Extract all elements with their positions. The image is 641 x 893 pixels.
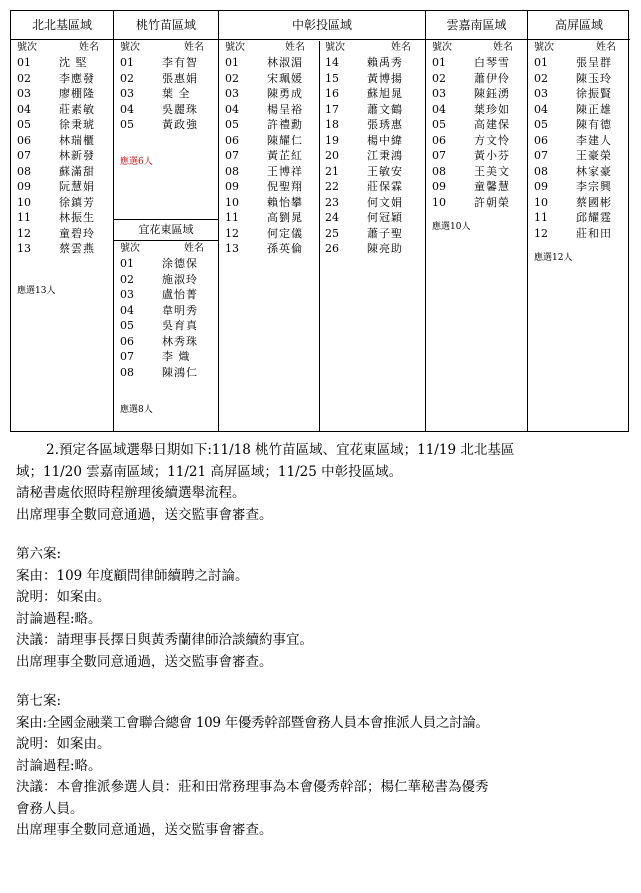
- member-number: 05: [225, 118, 239, 131]
- member-number: 06: [225, 133, 239, 147]
- member-name: 蘇滿甜: [59, 164, 95, 178]
- case6-resolve: 決議：請理事長擇日與黃秀蘭律師洽談續約事宜。: [16, 632, 313, 648]
- member-name: 陳玉玲: [576, 71, 612, 85]
- member-name: 阮慧娟: [59, 180, 95, 193]
- member-row: [528, 133, 630, 149]
- member-number: 03: [17, 87, 31, 100]
- member-name: 李有智: [162, 56, 198, 69]
- member-number: 21: [325, 164, 339, 178]
- member-name: 李 熾: [162, 350, 191, 363]
- member-name: 陳亮助: [367, 242, 403, 255]
- member-number: 08: [120, 365, 134, 379]
- member-number: 02: [225, 71, 239, 85]
- member-row: [219, 210, 319, 226]
- member-number: 22: [325, 180, 339, 193]
- header-name: 姓名: [596, 42, 616, 53]
- secretariat-line: 請秘書處依照時程辦理後續選舉流程。: [16, 485, 246, 501]
- header-no: 號次: [120, 42, 140, 53]
- member-row: [114, 117, 218, 133]
- member-number: 08: [225, 164, 239, 178]
- member-name: 李建人: [576, 133, 612, 147]
- member-number: 11: [534, 211, 548, 224]
- member-number: 19: [325, 133, 339, 147]
- member-row: [114, 71, 218, 87]
- region-col-taozhumiao: [114, 11, 219, 431]
- member-row: [528, 55, 630, 71]
- member-row: [114, 303, 218, 319]
- member-row: [219, 117, 319, 133]
- member-name: 蕭子聖: [367, 226, 403, 240]
- member-row: [319, 241, 425, 257]
- member-row: [11, 210, 113, 226]
- member-name: 沈 堅: [59, 56, 88, 69]
- case6-pass: 出席理事全數同意通過，送交監事會審查。: [16, 653, 273, 670]
- member-name: 何文娟: [367, 195, 403, 209]
- member-name: 葉 全: [162, 87, 191, 100]
- member-number: 07: [225, 149, 239, 162]
- case6-title: 第六案:: [16, 546, 62, 562]
- member-row: [11, 226, 113, 242]
- quota-note: 應選12人: [534, 253, 573, 263]
- member-name: 江秉鴻: [367, 149, 403, 162]
- member-number: 11: [17, 211, 31, 224]
- member-row: [11, 117, 113, 133]
- schedule-line-cont: 域；11/20 雲嘉南區域；11/21 高屏區域；11/25 中彰投區域。: [16, 463, 403, 480]
- member-number: 05: [432, 118, 446, 131]
- member-row: [319, 55, 425, 71]
- member-row: [11, 148, 113, 164]
- member-list: [114, 41, 218, 133]
- member-name: 賴怡攀: [267, 195, 303, 209]
- member-name: 許禮勳: [267, 118, 303, 131]
- header-name: 姓名: [493, 42, 513, 53]
- member-row: [528, 210, 630, 226]
- member-name: 陳正雄: [576, 102, 612, 116]
- candidate-table: [10, 10, 629, 432]
- member-number: 18: [325, 118, 339, 131]
- member-name: 高建保: [474, 118, 510, 131]
- member-number: 04: [432, 102, 446, 116]
- member-number: 03: [432, 87, 446, 100]
- member-row: [11, 241, 113, 257]
- member-list: [114, 241, 218, 380]
- member-name: 邱耀霆: [576, 211, 612, 224]
- minutes-body: [16, 440, 631, 842]
- member-name: 高劉晁: [267, 211, 303, 224]
- list-header: [11, 41, 113, 55]
- member-row: [219, 133, 319, 149]
- member-row: [219, 164, 319, 180]
- member-name: 吳麗珠: [162, 102, 198, 116]
- member-row: [319, 164, 425, 180]
- region-title: 雲嘉南區域: [426, 11, 527, 40]
- member-name: 賴禹秀: [367, 56, 403, 69]
- header-name: 姓名: [184, 243, 204, 254]
- member-name: 林淑湄: [267, 56, 303, 69]
- member-name: 陳有德: [576, 118, 612, 131]
- member-number: 07: [534, 149, 548, 162]
- member-number: 12: [17, 226, 31, 240]
- member-number: 10: [225, 195, 239, 209]
- member-row: [114, 334, 218, 350]
- member-name: 楊呈裕: [267, 102, 303, 116]
- member-name: 莊素敏: [59, 102, 95, 116]
- member-number: 08: [432, 164, 446, 178]
- member-number: 11: [225, 211, 239, 224]
- member-name: 葉珍如: [474, 102, 510, 116]
- member-number: 09: [432, 180, 446, 193]
- member-row: [219, 86, 319, 102]
- member-row: [219, 71, 319, 87]
- list-header: [114, 41, 218, 55]
- member-name: 張惠娟: [162, 71, 198, 85]
- member-number: 03: [225, 87, 239, 100]
- member-name: 陳鴻仁: [162, 365, 198, 379]
- member-name: 蕭文鶴: [367, 102, 403, 116]
- header-no: 號次: [432, 42, 452, 53]
- member-name: 黃芷紅: [267, 149, 303, 162]
- member-number: 04: [225, 102, 239, 116]
- member-row: [11, 164, 113, 180]
- member-number: 07: [432, 149, 446, 162]
- region-col-beibeiji: [11, 11, 114, 431]
- member-number: 05: [17, 118, 31, 131]
- region-block-yihuadong: [114, 219, 218, 380]
- member-row: [114, 86, 218, 102]
- member-name: 韋明秀: [162, 303, 198, 317]
- member-number: 09: [17, 180, 31, 193]
- member-name: 宋珮媛: [267, 71, 303, 85]
- member-name: 陳鈺湧: [474, 87, 510, 100]
- member-number: 02: [17, 71, 31, 85]
- member-row: [219, 55, 319, 71]
- member-list: [11, 41, 113, 257]
- header-no: 號次: [17, 42, 37, 53]
- member-name: 林振生: [59, 211, 95, 224]
- member-name: 蕭伊伶: [474, 71, 510, 85]
- header-name: 姓名: [391, 42, 411, 53]
- list-header: [219, 41, 319, 55]
- member-number: 25: [325, 226, 339, 240]
- member-name: 陳勇成: [267, 87, 303, 100]
- member-number: 24: [325, 211, 339, 224]
- member-row: [426, 179, 527, 195]
- case7-pass: 出席理事全數同意通過，送交監事會審查。: [16, 822, 273, 838]
- member-row: [426, 148, 527, 164]
- member-number: 01: [120, 257, 134, 270]
- header-no: 號次: [325, 42, 345, 53]
- list-header: [528, 41, 630, 55]
- member-row: [219, 102, 319, 118]
- member-name: 黃博揚: [367, 71, 403, 85]
- member-number: 12: [534, 226, 548, 240]
- member-name: 莊和田: [576, 226, 612, 240]
- header-no: 號次: [534, 42, 554, 53]
- quota-note: 應選10人: [432, 222, 471, 232]
- member-row: [114, 349, 218, 365]
- member-number: 03: [120, 288, 134, 301]
- member-number: 08: [534, 164, 548, 178]
- member-row: [319, 210, 425, 226]
- member-row: [528, 195, 630, 211]
- member-row: [528, 71, 630, 87]
- member-row: [319, 86, 425, 102]
- member-number: 23: [325, 195, 339, 209]
- member-number: 02: [120, 272, 134, 286]
- member-name: 黃小芬: [474, 149, 510, 162]
- region-title: 桃竹苗區域: [114, 11, 218, 40]
- member-name: 陳耀仁: [267, 133, 303, 147]
- list-header: [114, 242, 218, 256]
- member-number: 04: [120, 303, 134, 317]
- schedule-line: 2.預定各區域選舉日期如下:11/18 桃竹苗區域、宜花東區域；11/19 北北基區: [46, 442, 515, 458]
- member-name: 童碧玲: [59, 226, 95, 240]
- member-number: 08: [17, 164, 31, 178]
- member-number: 09: [534, 180, 548, 193]
- member-list: [219, 41, 320, 431]
- member-row: [319, 179, 425, 195]
- member-name: 李宗興: [576, 180, 612, 193]
- member-row: [219, 148, 319, 164]
- region-col-gaoping: [528, 11, 630, 431]
- member-name: 童馨慧: [474, 180, 510, 193]
- case7-reason: 案由:全國金融業工會聯合總會 109 年優秀幹部暨會務人員本會推派人員之討論。: [16, 714, 489, 731]
- member-row: [319, 117, 425, 133]
- member-row: [319, 102, 425, 118]
- member-number: 05: [120, 319, 134, 332]
- member-row: [319, 195, 425, 211]
- member-number: 04: [120, 102, 134, 116]
- header-no: 號次: [120, 243, 140, 254]
- member-number: 14: [325, 56, 339, 69]
- list-header: [319, 41, 425, 55]
- member-number: 02: [432, 71, 446, 85]
- header-name: 姓名: [79, 42, 99, 53]
- case6-explain: 說明：如案由。: [16, 589, 111, 605]
- member-name: 王豪榮: [576, 149, 612, 162]
- region-col-yunjianan: [426, 11, 528, 431]
- region-title: 高屏區域: [528, 11, 630, 40]
- case7-title: 第七案:: [16, 693, 62, 709]
- member-name: 吳育真: [162, 319, 198, 332]
- case7-resolve-cont: 會務人員。: [16, 800, 84, 817]
- member-name: 張琇惠: [367, 118, 403, 131]
- member-row: [319, 148, 425, 164]
- member-name: 白琴雪: [474, 56, 510, 69]
- member-name: 廖棚隆: [59, 87, 95, 100]
- region-title: 中彰投區域: [219, 11, 425, 40]
- member-row: [11, 55, 113, 71]
- case7-process: 討論過程:略。: [16, 757, 102, 774]
- member-name: 張呈群: [576, 56, 612, 69]
- case6-process: 討論過程:略。: [16, 610, 102, 627]
- member-row: [114, 256, 218, 272]
- member-name: 蘇旭晁: [367, 87, 403, 100]
- member-number: 26: [325, 242, 339, 255]
- case7-resolve: 決議：本會推派參選人員：莊和田常務理事為本會優秀幹部；楊仁華秘書為優秀: [16, 779, 489, 795]
- member-number: 12: [225, 226, 239, 240]
- member-row: [114, 287, 218, 303]
- member-row: [528, 148, 630, 164]
- member-number: 01: [120, 56, 134, 69]
- member-row: [528, 86, 630, 102]
- list-header: [426, 41, 527, 55]
- member-number: 02: [120, 71, 134, 85]
- member-name: 林秀珠: [162, 334, 198, 348]
- member-number: 13: [17, 242, 31, 255]
- member-name: 何定儀: [267, 226, 303, 240]
- member-name: 方文怜: [474, 133, 510, 147]
- member-number: 03: [534, 87, 548, 100]
- member-number: 06: [17, 133, 31, 147]
- member-number: 16: [325, 87, 339, 100]
- member-number: 10: [534, 195, 548, 209]
- member-row: [319, 133, 425, 149]
- member-number: 04: [534, 102, 548, 116]
- member-row: [426, 195, 527, 211]
- member-name: 林家豪: [576, 164, 612, 178]
- member-row: [426, 102, 527, 118]
- member-row: [11, 195, 113, 211]
- member-list: [319, 41, 425, 257]
- member-row: [528, 117, 630, 133]
- member-number: 01: [432, 56, 446, 69]
- member-row: [528, 226, 630, 242]
- member-number: 04: [17, 102, 31, 116]
- quota-note: 應選8人: [120, 405, 153, 415]
- header-name: 姓名: [285, 42, 305, 53]
- member-number: 01: [534, 56, 548, 69]
- region-title: 宜花東區域: [114, 219, 218, 241]
- case6-reason: 案由：109 年度顧問律師續聘之討論。: [16, 567, 249, 584]
- member-name: 李應發: [59, 71, 95, 85]
- member-name: 施淑玲: [162, 272, 198, 286]
- member-number: 10: [17, 195, 31, 209]
- member-number: 20: [325, 149, 339, 162]
- member-number: 10: [432, 195, 446, 209]
- member-number: 01: [17, 56, 31, 69]
- member-row: [11, 71, 113, 87]
- member-row: [11, 133, 113, 149]
- member-number: 17: [325, 102, 339, 116]
- member-row: [114, 272, 218, 288]
- case7-explain: 說明：如案由。: [16, 736, 111, 752]
- member-number: 15: [325, 71, 339, 85]
- member-row: [11, 86, 113, 102]
- member-name: 王博祥: [267, 164, 303, 178]
- member-name: 蔡國彬: [576, 195, 612, 209]
- member-name: 徐秉琥: [59, 118, 95, 131]
- member-row: [114, 365, 218, 381]
- member-row: [426, 133, 527, 149]
- member-number: 02: [534, 71, 548, 85]
- member-name: 徐鎮芳: [59, 195, 95, 209]
- member-number: 01: [225, 56, 239, 69]
- member-number: 13: [225, 242, 239, 255]
- member-number: 07: [17, 149, 31, 162]
- member-name: 倪聖翔: [267, 180, 303, 193]
- member-row: [426, 55, 527, 71]
- region-title: 北北基區域: [11, 11, 113, 40]
- member-number: 05: [534, 118, 548, 131]
- member-list: [426, 41, 527, 210]
- member-name: 孫英倫: [267, 242, 303, 255]
- member-row: [11, 102, 113, 118]
- member-name: 蔡雲燕: [59, 242, 95, 255]
- member-row: [528, 164, 630, 180]
- member-row: [219, 241, 319, 257]
- member-row: [319, 226, 425, 242]
- member-name: 盧怡菁: [162, 288, 198, 301]
- member-name: 林瑞櫃: [59, 133, 95, 147]
- member-name: 徐振賢: [576, 87, 612, 100]
- member-row: [114, 55, 218, 71]
- member-row: [528, 102, 630, 118]
- member-row: [426, 86, 527, 102]
- member-name: 黃政強: [162, 118, 198, 131]
- member-number: 03: [120, 87, 134, 100]
- member-row: [426, 71, 527, 87]
- member-row: [11, 179, 113, 195]
- member-row: [528, 179, 630, 195]
- member-row: [219, 195, 319, 211]
- member-number: 06: [120, 334, 134, 348]
- member-row: [219, 179, 319, 195]
- member-name: 許朝榮: [474, 195, 510, 209]
- member-name: 楊中緯: [367, 133, 403, 147]
- member-name: 王美文: [474, 164, 510, 178]
- quota-note: 應選13人: [17, 286, 56, 296]
- member-name: 何冠穎: [367, 211, 403, 224]
- member-name: 林新發: [59, 149, 95, 162]
- member-number: 06: [432, 133, 446, 147]
- member-row: [114, 318, 218, 334]
- member-number: 05: [120, 118, 134, 131]
- approval-line: 出席理事全數同意通過，送交監事會審查。: [16, 506, 273, 523]
- member-name: 莊保霖: [367, 180, 403, 193]
- member-name: 王敏安: [367, 164, 403, 178]
- member-number: 07: [120, 350, 134, 363]
- member-row: [114, 102, 218, 118]
- member-row: [426, 164, 527, 180]
- member-row: [426, 117, 527, 133]
- header-name: 姓名: [184, 42, 204, 53]
- member-row: [319, 71, 425, 87]
- header-no: 號次: [225, 42, 245, 53]
- member-name: 涂德保: [162, 257, 198, 270]
- region-col-zhongzhangtou: [219, 11, 426, 431]
- member-number: 06: [534, 133, 548, 147]
- member-row: [219, 226, 319, 242]
- member-list: [528, 41, 630, 241]
- quota-note: 應選6人: [120, 157, 153, 167]
- member-number: 09: [225, 180, 239, 193]
